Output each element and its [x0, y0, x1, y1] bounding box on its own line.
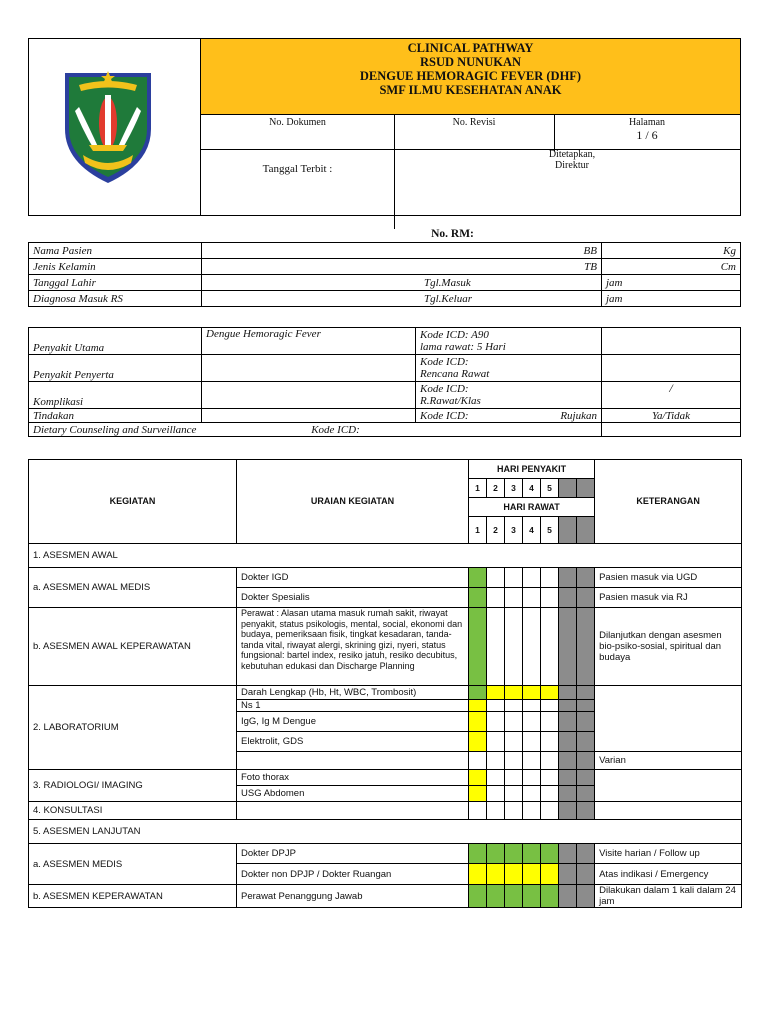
doc-issue-row	[201, 149, 740, 215]
dx-row-komplikasi	[29, 382, 741, 409]
tanggal-terbit-cell	[201, 149, 395, 229]
empty-cell	[541, 712, 559, 732]
empty-cell	[541, 770, 559, 786]
yellow-day-cell	[487, 864, 505, 885]
icd-rujukan-cell	[416, 409, 602, 423]
cm-label: Cm	[602, 259, 741, 275]
empty-cell	[523, 732, 541, 752]
ket-ugd: Pasien masuk via UGD	[595, 568, 742, 588]
ditetapkan-label: Ditetapkan,	[548, 149, 596, 160]
penyakit-utama-label: Penyakit Utama	[29, 328, 202, 355]
empty-cell	[505, 568, 523, 588]
gray-day-cell	[559, 712, 577, 732]
empty-cell	[487, 752, 505, 770]
empty-cell	[541, 802, 559, 820]
perawat-text: Perawat : Alasan utama masuk rumah sakit, riwayat penyakit, status psikologis, mental, social, ekonomi dan budaya, pemeriksaan fisik, tingkat kesadaran, tanda-tanda vital, riwayat alergi, skrining gizi, nyeri, status fungsional: bartel index, resiko jatuh, resiko decubitus, kebutuhan edukasi dan Discharge Planning	[237, 608, 469, 686]
foto-thorax: Foto thorax	[237, 770, 469, 786]
gray-day-cell	[559, 700, 577, 712]
gray-day-cell	[577, 712, 595, 732]
section-asesmen-awal	[29, 544, 742, 568]
empty-cell	[541, 700, 559, 712]
empty-cell	[541, 588, 559, 608]
kg-label: Kg	[602, 243, 741, 259]
dx-empty-6	[416, 423, 602, 437]
dokter-spesialis: Dokter Spesialis	[237, 588, 469, 608]
empty-cell	[487, 786, 505, 802]
bb-label: BB	[202, 243, 602, 259]
pathway-table	[28, 459, 742, 908]
jam-keluar-label: jam	[602, 291, 741, 307]
dietary-label: Dietary Counseling and Surveillance	[33, 423, 197, 436]
title-line-3: DENGUE HEMORAGIC FEVER (DHF)	[359, 69, 582, 83]
gray-day-cell	[577, 608, 595, 686]
dokter-non: Dokter non DPJP / Dokter Ruangan	[237, 864, 469, 885]
kode-icd-3: Kode ICD:	[420, 383, 469, 395]
kode-icd-4: Kode ICD:	[420, 409, 469, 422]
empty-cell	[523, 802, 541, 820]
yellow-day-cell	[469, 712, 487, 732]
hp-day-7	[577, 479, 595, 498]
yellow-day-cell	[523, 864, 541, 885]
pathway-head-1	[29, 460, 742, 479]
ket-atas: Atas indikasi / Emergency	[595, 864, 742, 885]
green-day-cell	[523, 844, 541, 864]
empty-cell	[505, 752, 523, 770]
diagnosis-table	[28, 327, 741, 437]
yellow-day-cell	[523, 686, 541, 700]
col-keterangan: KETERANGAN	[595, 460, 742, 544]
hr-day-4: 4	[523, 517, 541, 544]
dx-empty-2	[202, 355, 416, 382]
empty-cell	[469, 752, 487, 770]
jam-masuk-label: jam	[602, 275, 741, 291]
hr-day-5: 5	[541, 517, 559, 544]
tindakan-label: Tindakan	[29, 409, 202, 423]
no-revisi-label: No. Revisi	[452, 117, 496, 128]
s5b-label: b. ASESMEN KEPERAWATAN	[29, 885, 237, 908]
patient-row-3	[29, 275, 741, 291]
empty-cell	[523, 608, 541, 686]
row-lab-darah	[29, 686, 742, 700]
title-line-4: SMF ILMU KESEHATAN ANAK	[379, 83, 562, 97]
empty-cell	[487, 568, 505, 588]
tgl-keluar-label: Tgl.Keluar	[202, 291, 602, 307]
s1-label: 1. ASESMEN AWAL	[29, 544, 742, 568]
document-header	[28, 38, 741, 216]
gray-day-cell	[559, 752, 577, 770]
title-line-2: RSUD NUNUKAN	[419, 55, 522, 69]
s1a-label: a. ASESMEN AWAL MEDIS	[29, 568, 237, 608]
hr-day-1: 1	[469, 517, 487, 544]
usg: USG Abdomen	[237, 786, 469, 802]
empty-cell	[505, 608, 523, 686]
patient-row-4	[29, 291, 741, 307]
row-dokter-igd	[29, 568, 742, 588]
hp-day-1: 1	[469, 479, 487, 498]
empty-cell	[487, 700, 505, 712]
tgl-masuk-label: Tgl.Masuk	[202, 275, 602, 291]
empty-cell	[487, 608, 505, 686]
green-day-cell	[487, 885, 505, 908]
yellow-day-cell	[487, 686, 505, 700]
green-day-cell	[505, 844, 523, 864]
logo-cell	[29, 39, 201, 215]
halaman-value: 1 / 6	[636, 128, 658, 142]
s5a-label: a. ASESMEN MEDIS	[29, 844, 237, 885]
dx-empty-4	[202, 382, 416, 409]
gray-day-cell	[577, 700, 595, 712]
empty-cell	[523, 770, 541, 786]
hari-rawat-header: HARI RAWAT	[469, 498, 595, 517]
col-kegiatan: KEGIATAN	[29, 460, 237, 544]
hari-penyakit-header: HARI PENYAKIT	[469, 460, 595, 479]
dhf-value: Dengue Hemoragic Fever	[202, 328, 416, 355]
dx-empty-5	[202, 409, 416, 423]
ditetapkan-cell	[394, 149, 740, 215]
yellow-day-cell	[469, 732, 487, 752]
s4-label: 4. KONSULTASI	[29, 802, 237, 820]
empty-cell	[523, 588, 541, 608]
icd-lama-cell	[416, 328, 602, 355]
s3-label: 3. RADIOLOGI/ IMAGING	[29, 770, 237, 802]
hp-day-3: 3	[505, 479, 523, 498]
dx-empty-3	[602, 355, 741, 382]
dx-row-dietary	[29, 423, 741, 437]
ket-dilakukan: Dilakukan dalam 1 kali dalam 24 jam	[595, 885, 742, 908]
green-day-cell	[469, 686, 487, 700]
diagnosa-masuk-label: Diagnosa Masuk RS	[29, 291, 202, 307]
gray-day-cell	[577, 732, 595, 752]
section-asesmen-lanjutan	[29, 820, 742, 844]
ket-lab-empty	[595, 686, 742, 752]
empty-cell	[505, 700, 523, 712]
green-day-cell	[523, 885, 541, 908]
empty-cell	[505, 732, 523, 752]
empty-cell	[487, 802, 505, 820]
lab-darah: Darah Lengkap (Hb, Ht, WBC, Trombosit)	[237, 686, 469, 700]
title-line-1: CLINICAL PATHWAY	[407, 41, 534, 55]
halaman-label: Halaman	[628, 117, 666, 128]
green-day-cell	[469, 588, 487, 608]
kode-icd-5: Kode ICD:	[311, 423, 360, 436]
ket-visite: Visite harian / Follow up	[595, 844, 742, 864]
hp-day-5: 5	[541, 479, 559, 498]
rsud-nunukan-logo-icon	[61, 67, 155, 187]
green-day-cell	[541, 885, 559, 908]
ket-radiologi-empty	[595, 770, 742, 802]
row-konsultasi	[29, 802, 742, 820]
green-day-cell	[487, 844, 505, 864]
row-foto-thorax	[29, 770, 742, 786]
gray-day-cell	[559, 885, 577, 908]
gray-day-cell	[559, 770, 577, 786]
patient-row-1	[29, 243, 741, 259]
empty-cell	[487, 770, 505, 786]
gray-day-cell	[577, 802, 595, 820]
hp-day-2: 2	[487, 479, 505, 498]
tb-label: TB	[202, 259, 602, 275]
gray-day-cell	[559, 864, 577, 885]
ya-tidak-label: Ya/Tidak	[602, 409, 741, 423]
tanggal-lahir-label: Tanggal Lahir	[29, 275, 202, 291]
green-day-cell	[469, 885, 487, 908]
empty-cell	[505, 588, 523, 608]
gray-day-cell	[577, 568, 595, 588]
gray-day-cell	[577, 752, 595, 770]
lama-rawat: lama rawat: 5 Hari	[420, 341, 506, 353]
gray-day-cell	[559, 588, 577, 608]
komplikasi-label: Komplikasi	[29, 382, 202, 409]
green-day-cell	[469, 568, 487, 588]
hr-day-3: 3	[505, 517, 523, 544]
no-dokumen-label: No. Dokumen	[269, 117, 326, 128]
kode-icd-2: Kode ICD:	[420, 356, 469, 368]
yellow-day-cell	[541, 686, 559, 700]
dietary-cell	[29, 423, 416, 437]
dx-row-tindakan	[29, 409, 741, 423]
empty-cell	[523, 568, 541, 588]
empty-cell	[487, 588, 505, 608]
empty-cell	[541, 786, 559, 802]
ket-rj: Pasien masuk via RJ	[595, 588, 742, 608]
klas-slash: /	[602, 382, 741, 409]
direktur-label: Direktur	[555, 160, 589, 171]
halaman-cell	[554, 115, 740, 151]
gray-day-cell	[577, 885, 595, 908]
gray-day-cell	[577, 686, 595, 700]
empty-cell	[237, 802, 469, 820]
patient-row-2	[29, 259, 741, 275]
ket-varian: Varian	[595, 752, 742, 770]
col-uraian: URAIAN KEGIATAN	[237, 460, 469, 544]
dx-empty-1	[602, 328, 741, 355]
empty-cell	[487, 712, 505, 732]
rencana-rawat: Rencana Rawat	[420, 368, 490, 380]
empty-cell	[541, 608, 559, 686]
empty-cell	[523, 786, 541, 802]
empty-cell	[505, 786, 523, 802]
gray-day-cell	[577, 864, 595, 885]
row-perawat-pj	[29, 885, 742, 908]
yellow-day-cell	[469, 864, 487, 885]
gray-day-cell	[559, 732, 577, 752]
hp-day-6	[559, 479, 577, 498]
row-dokter-dpjp	[29, 844, 742, 864]
hr-day-6	[559, 517, 577, 544]
empty-cell	[469, 802, 487, 820]
lab-igg: IgG, Ig M Dengue	[237, 712, 469, 732]
icd-rencana-cell	[416, 355, 602, 382]
no-rm-label: No. RM:	[431, 228, 474, 240]
green-day-cell	[469, 608, 487, 686]
ditetapkan-block	[512, 149, 632, 171]
gray-day-cell	[559, 802, 577, 820]
rawat-klas: R.Rawat/Klas	[420, 395, 481, 407]
gray-day-cell	[559, 608, 577, 686]
lab-varian-empty	[237, 752, 469, 770]
kode-icd-a90: Kode ICD: A90	[420, 329, 489, 341]
gray-day-cell	[559, 786, 577, 802]
empty-cell	[505, 712, 523, 732]
dokter-igd: Dokter IGD	[237, 568, 469, 588]
gray-day-cell	[577, 844, 595, 864]
row-asesmen-perawat	[29, 608, 742, 686]
green-day-cell	[541, 844, 559, 864]
yellow-day-cell	[541, 864, 559, 885]
gray-day-cell	[577, 588, 595, 608]
dx-row-penyerta	[29, 355, 741, 382]
tanggal-terbit-label: Tanggal Terbit :	[262, 163, 333, 175]
empty-cell	[505, 802, 523, 820]
gray-day-cell	[559, 844, 577, 864]
green-day-cell	[469, 844, 487, 864]
penyakit-penyerta-label: Penyakit Penyerta	[29, 355, 202, 382]
dx-row-utama	[29, 328, 741, 355]
nama-pasien-label: Nama Pasien	[29, 243, 202, 259]
empty-cell	[523, 700, 541, 712]
dx-empty-7	[602, 423, 741, 437]
hp-day-4: 4	[523, 479, 541, 498]
gray-day-cell	[559, 568, 577, 588]
yellow-day-cell	[469, 700, 487, 712]
empty-cell	[487, 732, 505, 752]
no-dokumen-cell	[201, 115, 395, 151]
gray-day-cell	[577, 770, 595, 786]
empty-cell	[523, 712, 541, 732]
no-revisi-cell	[394, 115, 555, 151]
empty-cell	[541, 568, 559, 588]
green-day-cell	[505, 885, 523, 908]
yellow-day-cell	[505, 864, 523, 885]
hr-day-2: 2	[487, 517, 505, 544]
empty-cell	[523, 752, 541, 770]
ket-perawat: Dilanjutkan dengan asesmen bio-psiko-sosial, spiritual dan budaya	[595, 608, 742, 686]
icd-klas-cell	[416, 382, 602, 409]
doc-meta-row	[201, 115, 740, 150]
s1b-label: b. ASESMEN AWAL KEPERAWATAN	[29, 608, 237, 686]
perawat-pj: Perawat Penanggung Jawab	[237, 885, 469, 908]
hr-day-7	[577, 517, 595, 544]
document-title-box	[201, 39, 740, 115]
yellow-day-cell	[469, 786, 487, 802]
s5-label: 5. ASESMEN LANJUTAN	[29, 820, 742, 844]
s2-label: 2. LABORATORIUM	[29, 686, 237, 770]
lab-elektrolit: Elektrolit, GDS	[237, 732, 469, 752]
empty-cell	[505, 770, 523, 786]
empty-cell	[541, 732, 559, 752]
yellow-day-cell	[505, 686, 523, 700]
empty-cell	[595, 802, 742, 820]
lab-ns1: Ns 1	[237, 700, 469, 712]
gray-day-cell	[577, 786, 595, 802]
yellow-day-cell	[469, 770, 487, 786]
empty-cell	[541, 752, 559, 770]
rujukan-label: Rujukan	[560, 409, 597, 422]
dokter-dpjp: Dokter DPJP	[237, 844, 469, 864]
patient-info-table	[28, 242, 741, 307]
jenis-kelamin-label: Jenis Kelamin	[29, 259, 202, 275]
gray-day-cell	[559, 686, 577, 700]
